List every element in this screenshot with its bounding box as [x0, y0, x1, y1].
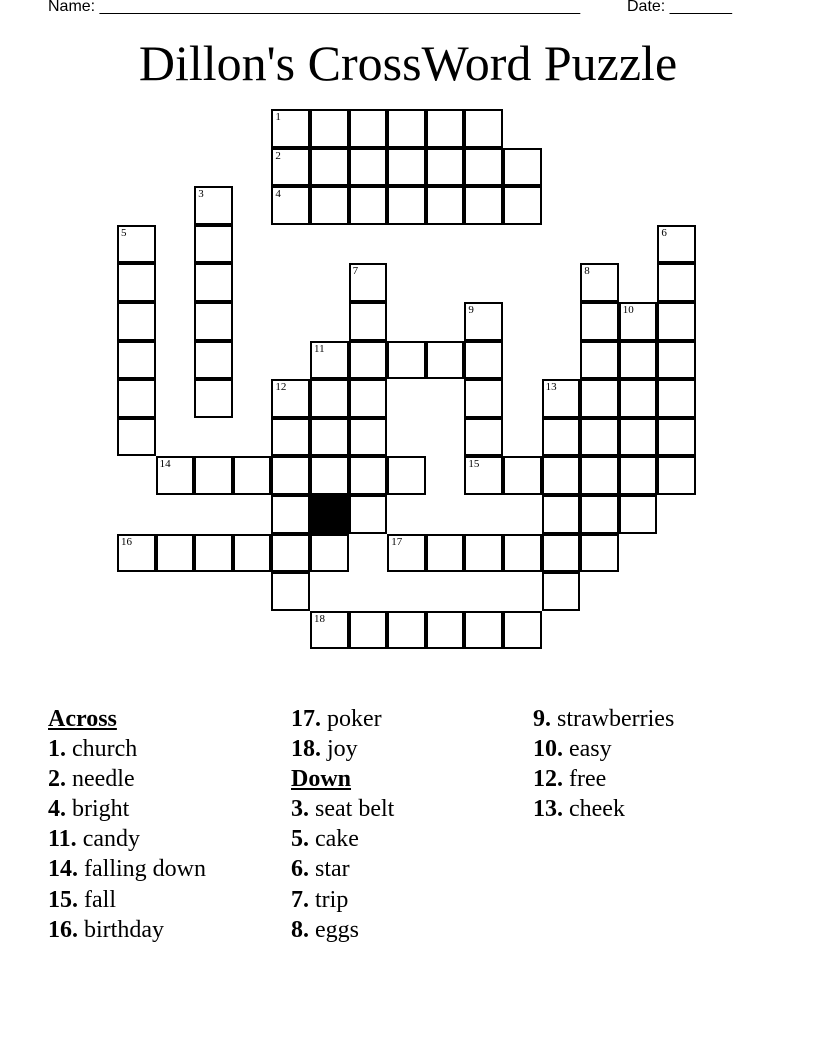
- clue-number: 15: [468, 458, 480, 471]
- grid-cell[interactable]: [619, 495, 658, 534]
- grid-cell[interactable]: [464, 456, 503, 495]
- clue-item: 13. cheek: [533, 796, 625, 823]
- clue-number: 6: [661, 226, 667, 239]
- clue-item: 8. eggs: [291, 916, 359, 943]
- grid-cell[interactable]: [542, 379, 581, 418]
- clue-number: 17: [391, 535, 403, 548]
- grid-cell[interactable]: [542, 534, 581, 573]
- grid-cell[interactable]: [349, 109, 388, 148]
- grid-cell[interactable]: [233, 534, 272, 573]
- grid-cell[interactable]: [310, 148, 349, 187]
- grid-cell[interactable]: [349, 186, 388, 225]
- grid-cell[interactable]: [619, 418, 658, 457]
- grid-cell[interactable]: [194, 263, 233, 302]
- grid-cell[interactable]: [349, 302, 388, 341]
- grid-cell[interactable]: [426, 148, 465, 187]
- grid-cell[interactable]: [580, 418, 619, 457]
- grid-cell[interactable]: [657, 263, 696, 302]
- grid-cell[interactable]: [194, 456, 233, 495]
- clue-item: 5. cake: [291, 826, 359, 853]
- grid-cell[interactable]: [580, 263, 619, 302]
- grid-cell[interactable]: [310, 379, 349, 418]
- grid-cell[interactable]: [310, 611, 349, 650]
- clue-number: 12: [275, 381, 287, 394]
- grid-cell[interactable]: [117, 263, 156, 302]
- clue-item: 16. birthday: [48, 916, 164, 943]
- grid-cell[interactable]: [310, 456, 349, 495]
- clues-column-2: [291, 704, 394, 945]
- grid-cell[interactable]: [503, 186, 542, 225]
- grid-cell[interactable]: [310, 534, 349, 573]
- clue-item: 18. joy: [291, 736, 358, 763]
- down-heading: Down: [291, 766, 352, 793]
- grid-cell[interactable]: [580, 495, 619, 534]
- date-field-label: Date: _______: [627, 0, 732, 15]
- clue-number: 2: [275, 149, 281, 162]
- grid-cell[interactable]: [387, 611, 426, 650]
- grid-cell[interactable]: [349, 611, 388, 650]
- grid-cell[interactable]: [349, 148, 388, 187]
- grid-cell[interactable]: [426, 534, 465, 573]
- grid-cell[interactable]: [464, 379, 503, 418]
- grid-cell[interactable]: [387, 148, 426, 187]
- page-title: Dillon's CrossWord Puzzle: [138, 35, 678, 91]
- clue-item: 15. fall: [48, 886, 116, 913]
- clue-item: 14. falling down: [48, 856, 206, 883]
- grid-cell[interactable]: [117, 302, 156, 341]
- grid-cell[interactable]: [194, 225, 233, 264]
- clue-item: 12. free: [533, 766, 607, 793]
- grid-cell[interactable]: [426, 341, 465, 380]
- grid-cell[interactable]: [387, 109, 426, 148]
- clues-column-3: [533, 704, 674, 824]
- grid-cell[interactable]: [156, 456, 195, 495]
- grid-cell[interactable]: [310, 186, 349, 225]
- grid-cell[interactable]: [349, 456, 388, 495]
- grid-cell[interactable]: [117, 534, 156, 573]
- grid-cell[interactable]: [271, 379, 310, 418]
- grid-cell[interactable]: [117, 418, 156, 457]
- grid-cell[interactable]: [464, 418, 503, 457]
- grid-cell[interactable]: [349, 418, 388, 457]
- grid-cell[interactable]: [426, 611, 465, 650]
- grid-cell[interactable]: [271, 148, 310, 187]
- grid-cell[interactable]: [349, 379, 388, 418]
- grid-cell[interactable]: [194, 341, 233, 380]
- clue-number: 5: [121, 226, 127, 239]
- grid-cell[interactable]: [349, 495, 388, 534]
- grid-cell[interactable]: [117, 225, 156, 264]
- grid-cell[interactable]: [503, 611, 542, 650]
- clue-item: 3. seat belt: [291, 796, 395, 823]
- clue-number: 18: [314, 612, 325, 625]
- grid-cell[interactable]: [542, 572, 581, 611]
- grid-cell[interactable]: [657, 379, 696, 418]
- grid-cell[interactable]: [464, 534, 503, 573]
- grid-cell[interactable]: [464, 148, 503, 187]
- grid-cell[interactable]: [271, 534, 310, 573]
- grid-cell[interactable]: [117, 341, 156, 380]
- grid-cell[interactable]: [542, 495, 581, 534]
- grid-cell[interactable]: [194, 379, 233, 418]
- clue-item: 17. poker: [291, 706, 382, 732]
- grid-cell[interactable]: [387, 341, 426, 380]
- grid-cell[interactable]: [233, 456, 272, 495]
- grid-cell[interactable]: [580, 456, 619, 495]
- clue-number: 9: [468, 304, 474, 316]
- black-cell: [310, 495, 349, 534]
- grid-cell[interactable]: [426, 186, 465, 225]
- grid-cell[interactable]: [271, 572, 310, 611]
- grid-cell[interactable]: [542, 418, 581, 457]
- grid-cell[interactable]: [657, 418, 696, 457]
- grid-cell[interactable]: [349, 341, 388, 380]
- grid-cell[interactable]: [156, 534, 195, 573]
- grid-cell[interactable]: [580, 379, 619, 418]
- grid-cell[interactable]: [271, 186, 310, 225]
- grid-cell[interactable]: [387, 534, 426, 573]
- grid-cell[interactable]: [503, 456, 542, 495]
- grid-cell[interactable]: [271, 495, 310, 534]
- clue-item: 2. needle: [48, 766, 135, 793]
- grid-cell[interactable]: [503, 534, 542, 573]
- grid-cell[interactable]: [310, 418, 349, 457]
- grid-cell[interactable]: [117, 379, 156, 418]
- grid-cell[interactable]: [271, 109, 310, 148]
- grid-cell[interactable]: [349, 263, 388, 302]
- clue-item: 7. trip: [291, 886, 349, 913]
- grid-cell[interactable]: [426, 109, 465, 148]
- clue-item: 11. candy: [48, 826, 140, 853]
- grid-cell[interactable]: [271, 418, 310, 457]
- grid-cell[interactable]: [657, 341, 696, 380]
- grid-cell[interactable]: [310, 341, 349, 380]
- clue-item: 9. strawberries: [533, 706, 675, 732]
- clue-number: 4: [275, 188, 281, 201]
- grid-cell[interactable]: [657, 225, 696, 264]
- grid-cell[interactable]: [619, 379, 658, 418]
- grid-cell[interactable]: [580, 302, 619, 341]
- clue-number: 10: [622, 304, 634, 316]
- clue-item: 4. bright: [48, 796, 130, 823]
- grid-cell[interactable]: [271, 456, 310, 495]
- clues-column-1: [48, 704, 206, 945]
- grid-cell[interactable]: [657, 302, 696, 341]
- clue-number: 7: [352, 265, 359, 278]
- grid-cell[interactable]: [619, 302, 658, 341]
- name-field-label: Name: ______________________________________________________: [48, 0, 581, 15]
- clue-number: 3: [198, 188, 204, 201]
- grid-cell[interactable]: [464, 341, 503, 380]
- clue-item: 6. star: [291, 856, 350, 883]
- grid-cell[interactable]: [619, 456, 658, 495]
- grid-cell[interactable]: [194, 186, 233, 225]
- grid-cell[interactable]: [194, 534, 233, 573]
- across-heading: Across: [48, 706, 117, 732]
- grid-cell[interactable]: [580, 341, 619, 380]
- clue-number: 1: [275, 111, 281, 123]
- grid-cell[interactable]: [464, 302, 503, 341]
- grid-cell[interactable]: [464, 611, 503, 650]
- clue-number: 16: [121, 535, 132, 548]
- grid-cell[interactable]: [503, 148, 542, 187]
- grid-cell[interactable]: [657, 456, 696, 495]
- grid-cell[interactable]: [580, 534, 619, 573]
- grid-cell[interactable]: [464, 186, 503, 225]
- grid-cell[interactable]: [194, 302, 233, 341]
- grid-cell[interactable]: [310, 109, 349, 148]
- grid-cell[interactable]: [464, 109, 503, 148]
- grid-cell[interactable]: [542, 456, 581, 495]
- grid-cell[interactable]: [387, 186, 426, 225]
- clue-number: 14: [159, 458, 171, 471]
- clue-number: 11: [314, 342, 325, 355]
- clue-item: 1. church: [48, 736, 138, 763]
- clue-number: 13: [545, 381, 557, 394]
- grid-cell[interactable]: [619, 341, 658, 380]
- grid-cell[interactable]: [387, 456, 426, 495]
- clue-item: 10. easy: [533, 736, 612, 763]
- clue-number: 8: [584, 265, 590, 278]
